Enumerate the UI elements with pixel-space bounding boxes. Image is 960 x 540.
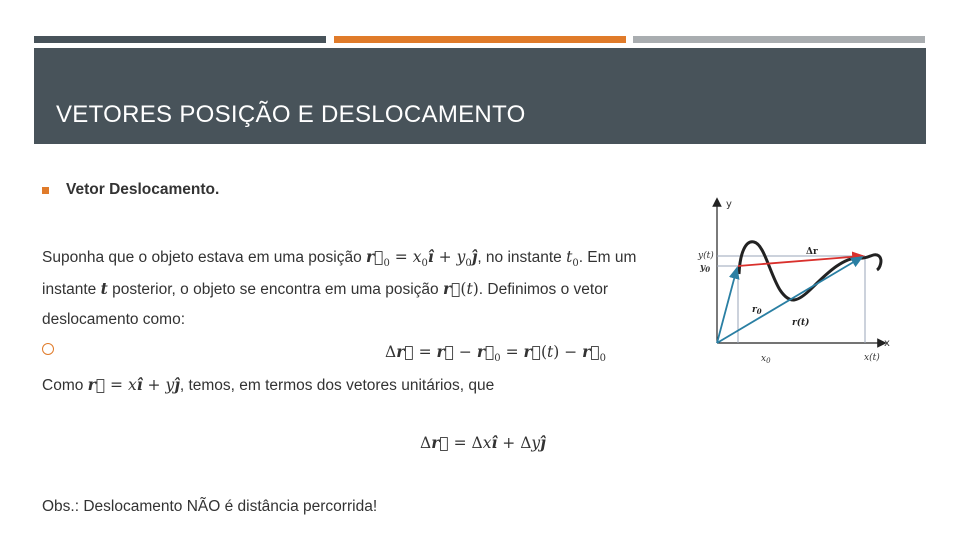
equation-rt: r⃗(t) [442, 279, 479, 298]
line1-text-a: Suponha que o objeto estava em uma posição [42, 249, 367, 266]
paragraph-line-2 [42, 279, 608, 299]
equation-t0: $t_0$ [566, 248, 579, 270]
note-text: Obs.: Deslocamento NÃO é distância percorrida! [42, 498, 378, 515]
equation-r0: $r⃗_0$ = $x_0î$ + $y_0ĵ$ [366, 247, 478, 270]
line2-text-c: . Definimos o vetor [478, 281, 608, 298]
paragraph-line-3: deslocamento como: [42, 311, 186, 328]
label-delta-r: Δr [806, 247, 818, 257]
vector-diagram [660, 190, 900, 370]
label-r0: $r_0$ [752, 305, 762, 316]
paragraph-line-1 [42, 247, 636, 269]
axis-label-x: x [884, 338, 890, 349]
unit-vector-equation: Δr⃗ = Δxî + Δyĵ [420, 433, 546, 452]
accent-bar-dark [34, 36, 326, 43]
accent-bar-orange [334, 36, 626, 43]
slide-header [34, 48, 926, 144]
line1-text-b: , no instante [477, 249, 567, 266]
square-bullet-icon [42, 187, 49, 194]
line4-text-b: , temos, em termos dos vetores unitários, que [179, 377, 495, 394]
label-y-t: y(t) [698, 251, 714, 261]
line1-text-c: . Em um [578, 249, 637, 266]
equation-r-unit: r⃗ = xî + yĵ [87, 375, 180, 394]
label-y0: $y_0$ [700, 263, 711, 274]
slide-title: VETORES POSIÇÃO E DESLOCAMENTO [56, 101, 526, 128]
accent-bar-gray [633, 36, 925, 43]
label-rt: r(t) [792, 318, 810, 328]
axis-label-y: y [726, 199, 732, 210]
label-x-t: x(t) [864, 353, 880, 363]
circle-bullet-icon [42, 343, 54, 355]
line4-text-a: Como [42, 377, 88, 394]
equation-t: t [100, 279, 108, 298]
paragraph-line-4 [42, 375, 494, 395]
label-x0: $x_0$ [761, 354, 771, 365]
bullet-heading: Vetor Deslocamento. [66, 181, 220, 198]
line2-text-b: posterior, o objeto se encontra em uma posição [107, 281, 443, 298]
displacement-equation: Δr⃗ = r⃗ − $r⃗_0$ = r⃗(t) − $r⃗_0$ [385, 342, 607, 365]
line2-text-a: instante [42, 281, 101, 298]
r0-vector [717, 268, 737, 343]
